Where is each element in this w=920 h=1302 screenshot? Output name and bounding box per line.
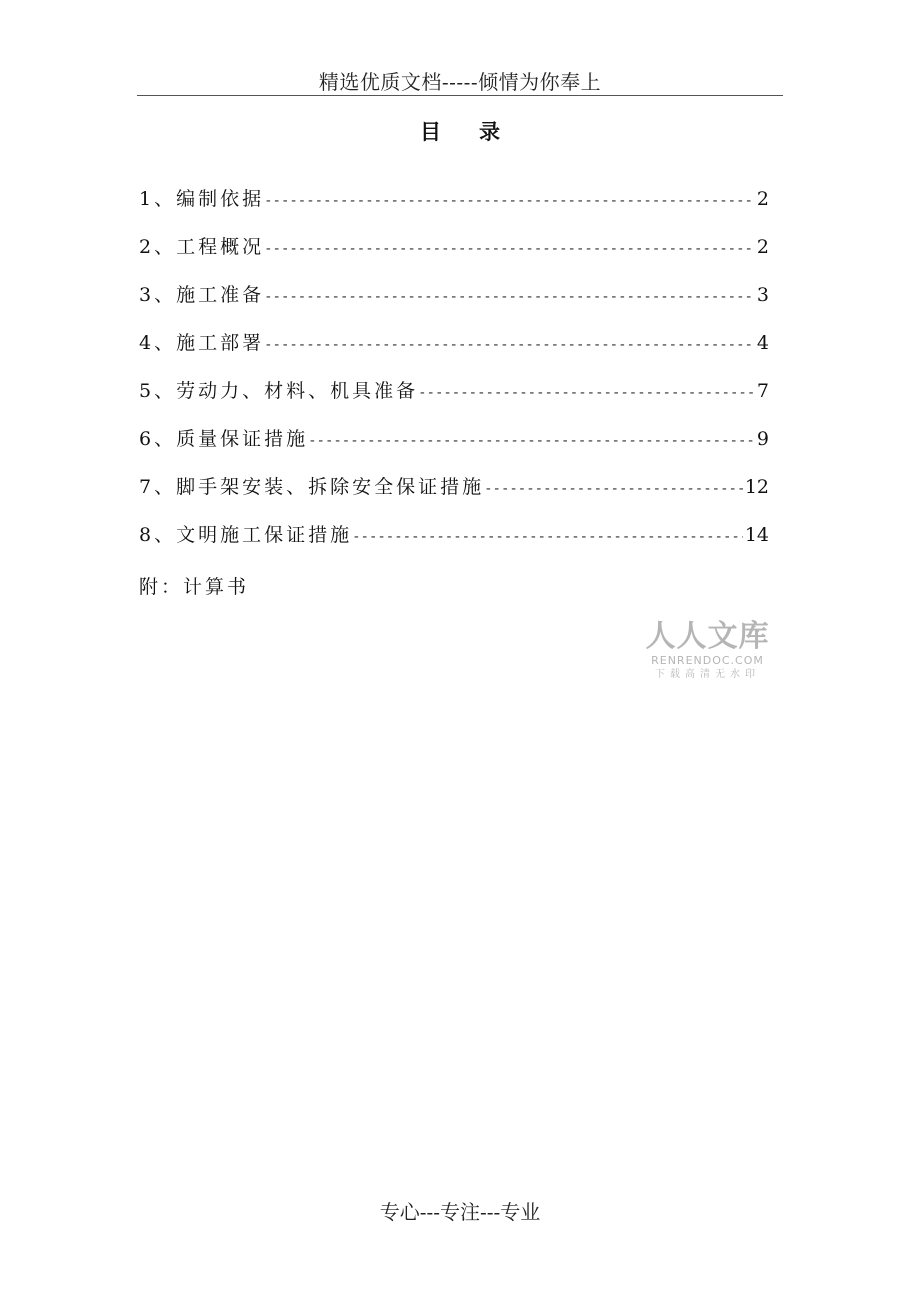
toc-entry-page: 14 [744, 524, 769, 546]
toc-entry-label: 3、施工准备 [139, 284, 265, 306]
table-of-contents [139, 184, 769, 568]
toc-leader [308, 433, 755, 449]
toc-entry[interactable] [139, 520, 769, 568]
toc-entry-label: 4、施工部署 [139, 332, 265, 354]
toc-entry-page: 2 [756, 188, 769, 210]
toc-entry-page: 3 [756, 284, 769, 306]
toc-entry-label: 2、工程概况 [139, 236, 265, 258]
toc-entry[interactable] [139, 376, 769, 424]
toc-entry[interactable] [139, 280, 769, 328]
toc-entry-page: 2 [756, 236, 769, 258]
toc-leader [484, 481, 743, 497]
toc-entry-label: 6、质量保证措施 [139, 428, 309, 450]
toc-entry[interactable] [139, 328, 769, 376]
page-header: 精选优质文档-----倾情为你奉上 [318, 70, 602, 94]
toc-leader [264, 241, 755, 257]
toc-leader [352, 529, 743, 545]
watermark-tagline: 下载高清无水印 [655, 669, 760, 680]
toc-appendix[interactable]: 附：计算书 [139, 576, 250, 598]
toc-entry-label: 1、编制依据 [139, 188, 265, 210]
header-rule [137, 95, 783, 96]
toc-entry-label: 8、文明施工保证措施 [139, 524, 353, 546]
toc-entry-label: 7、脚手架安装、拆除安全保证措施 [139, 476, 485, 498]
watermark-title: 人人文库 [645, 619, 770, 654]
watermark-domain: RENRENDOC.COM [651, 654, 764, 667]
toc-entry-page: 7 [756, 380, 769, 402]
toc-entry[interactable] [139, 232, 769, 280]
toc-leader [418, 385, 755, 401]
toc-entry[interactable] [139, 424, 769, 472]
toc-entry-page: 12 [744, 476, 769, 498]
toc-entry-page: 9 [756, 428, 769, 450]
toc-entry-page: 4 [756, 332, 769, 354]
toc-entry[interactable] [139, 472, 769, 520]
toc-leader [264, 289, 755, 305]
page-footer: 专心---专注---专业 [379, 1200, 541, 1224]
toc-leader [264, 193, 755, 209]
watermark-logo [640, 620, 775, 682]
toc-entry[interactable] [139, 184, 769, 232]
toc-entry-label: 5、劳动力、材料、机具准备 [139, 380, 419, 402]
toc-title: 目录 [420, 119, 538, 144]
toc-leader [264, 337, 755, 353]
